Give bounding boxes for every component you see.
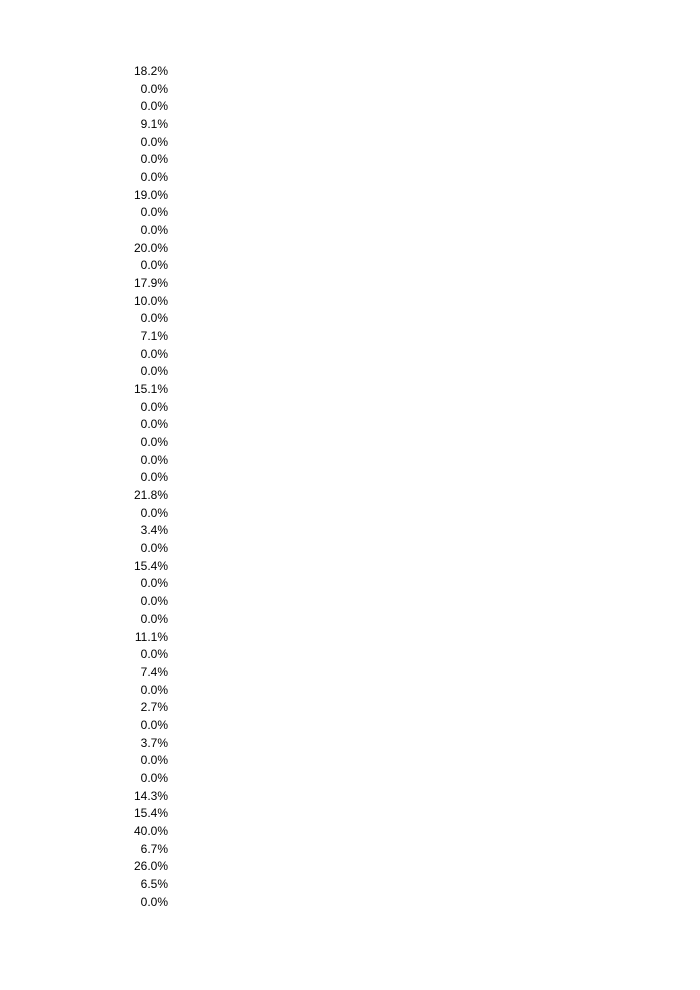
percentage-cell: 0.0%: [140, 134, 168, 149]
percentage-cell: 0.0%: [140, 470, 168, 485]
percentage-cell: 0.0%: [140, 205, 168, 220]
percentage-cell: 9.1%: [140, 117, 168, 132]
percentage-cell: 10.0%: [133, 293, 168, 308]
percentage-cell: 2.7%: [140, 700, 168, 715]
percentage-cell: 21.8%: [133, 488, 168, 503]
percentage-cell: 0.0%: [140, 258, 168, 273]
percentage-cell: 40.0%: [133, 823, 168, 838]
percentage-cell: 15.4%: [133, 558, 168, 573]
percentage-cell: 0.0%: [140, 505, 168, 520]
percentage-cell: 19.0%: [133, 187, 168, 202]
percentage-cell: 0.0%: [140, 753, 168, 768]
percentage-cell: 0.0%: [140, 311, 168, 326]
percentage-cell: 0.0%: [140, 223, 168, 238]
percentage-cell: 18.2%: [133, 64, 168, 78]
percentage-cell: 0.0%: [140, 435, 168, 450]
percentage-cell: 3.7%: [140, 735, 168, 750]
percentage-cell: 0.0%: [140, 611, 168, 626]
percentage-cell: 0.0%: [140, 417, 168, 432]
percentage-cell: 20.0%: [133, 240, 168, 255]
percentage-cell: 0.0%: [140, 452, 168, 467]
percentage-cell: 0.0%: [140, 399, 168, 414]
percentage-cell: 17.9%: [133, 276, 168, 291]
percentage-cell: 0.0%: [140, 170, 168, 185]
percentage-cell: 0.0%: [140, 541, 168, 556]
percentage-cell: 0.0%: [140, 717, 168, 732]
percentage-cell: 0.0%: [140, 364, 168, 379]
percentage-cell: 0.0%: [140, 576, 168, 591]
percentage-cell: 6.5%: [140, 876, 168, 891]
percentage-cell: 0.0%: [140, 152, 168, 167]
percentage-cell: 0.0%: [140, 647, 168, 662]
percentage-cell: 0.0%: [140, 894, 168, 909]
percentage-cell: 14.3%: [133, 788, 168, 803]
percentage-cell: 3.4%: [140, 523, 168, 538]
percentage-cell: 15.1%: [133, 382, 168, 397]
percentage-cell: 7.4%: [140, 664, 168, 679]
percentage-cell: 0.0%: [140, 346, 168, 361]
percentage-cell: 11.1%: [134, 629, 168, 644]
percentage-cell: 0.0%: [140, 682, 168, 697]
percentage-cell: 26.0%: [133, 859, 168, 874]
percentage-column: [118, 63, 168, 911]
percentage-cell: 7.1%: [140, 329, 168, 344]
percentage-cell: 0.0%: [140, 99, 168, 114]
percentage-cell: 0.0%: [140, 594, 168, 609]
percentage-cell: 0.0%: [140, 81, 168, 96]
percentage-cell: 6.7%: [140, 841, 168, 856]
percentage-cell: 15.4%: [133, 806, 168, 821]
percentage-cell: 0.0%: [140, 770, 168, 785]
